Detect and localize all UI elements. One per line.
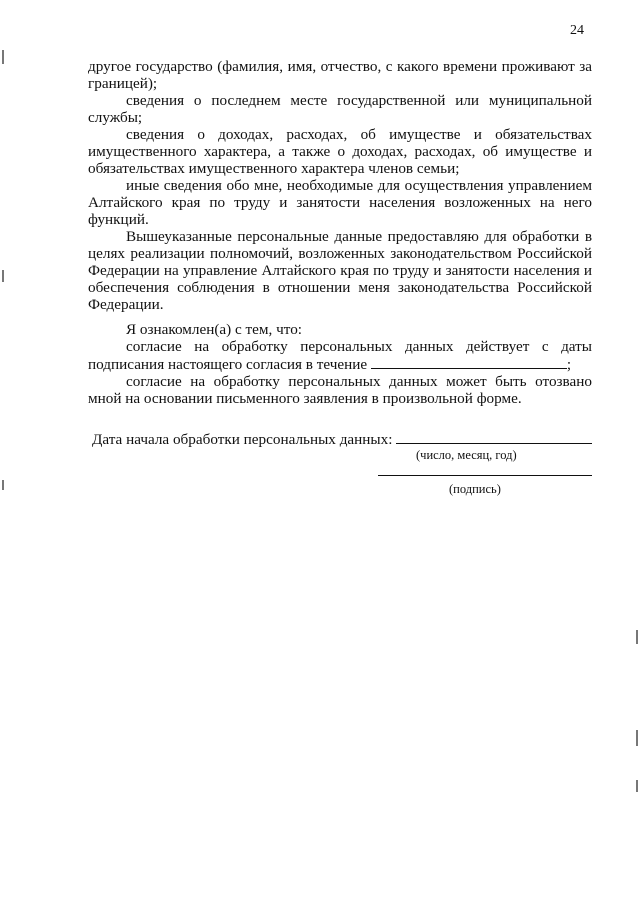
paragraph-validity bbox=[88, 338, 592, 373]
paragraph-purpose: Вышеуказанные персональные данные предоставляю для обработки в целях реализации полномочий, возложенных законодательством Российской Федерации на управление Алтайского края по труду и занятости населения и обеспечения соблюдения в отношении меня законодательства Российской Федерации. bbox=[88, 228, 592, 313]
start-date-line bbox=[92, 430, 592, 448]
start-date-blank bbox=[396, 430, 592, 444]
scan-edge-mark bbox=[636, 730, 638, 746]
scan-edge-mark bbox=[2, 50, 4, 64]
scan-edge-mark bbox=[636, 630, 638, 644]
date-format-hint: (число, месяц, год) bbox=[416, 448, 517, 462]
validity-period-blank bbox=[371, 355, 567, 369]
validity-text: согласие на обработку персональных данных действует с даты подписания настоящего согласия в течение bbox=[88, 338, 592, 373]
scan-edge-mark bbox=[2, 480, 4, 490]
paragraph-other-info: иные сведения обо мне, необходимые для осуществления управлением Алтайского края по труду и занятости населения возложенных на него функций. bbox=[88, 177, 592, 228]
paragraph-abroad-relatives: другое государство (фамилия, имя, отчество, с какого времени проживают за границей); bbox=[88, 58, 592, 92]
scan-edge-mark bbox=[636, 780, 638, 792]
scan-edge-mark bbox=[2, 270, 4, 282]
document-body bbox=[88, 58, 592, 407]
signature-line bbox=[378, 475, 592, 476]
paragraph-last-service: сведения о последнем месте государственной или муниципальной службы; bbox=[88, 92, 592, 126]
paragraph-income-info: сведения о доходах, расходах, об имуществе и обязательствах имущественного характера, а также о доходах, расходах, об имуществе и обязательствах имущественного характера членов семьи; bbox=[88, 126, 592, 177]
validity-end-punct: ; bbox=[566, 356, 572, 373]
start-date-label: Дата начала обработки персональных данных: bbox=[92, 431, 393, 448]
paragraph-revocation: согласие на обработку персональных данных может быть отозвано мной на основании письменного заявления в произвольной форме. bbox=[88, 373, 592, 407]
page-number: 24 bbox=[570, 23, 584, 38]
paragraph-acknowledgement: Я ознакомлен(а) с тем, что: bbox=[126, 321, 303, 338]
signature-hint: (подпись) bbox=[449, 482, 501, 496]
